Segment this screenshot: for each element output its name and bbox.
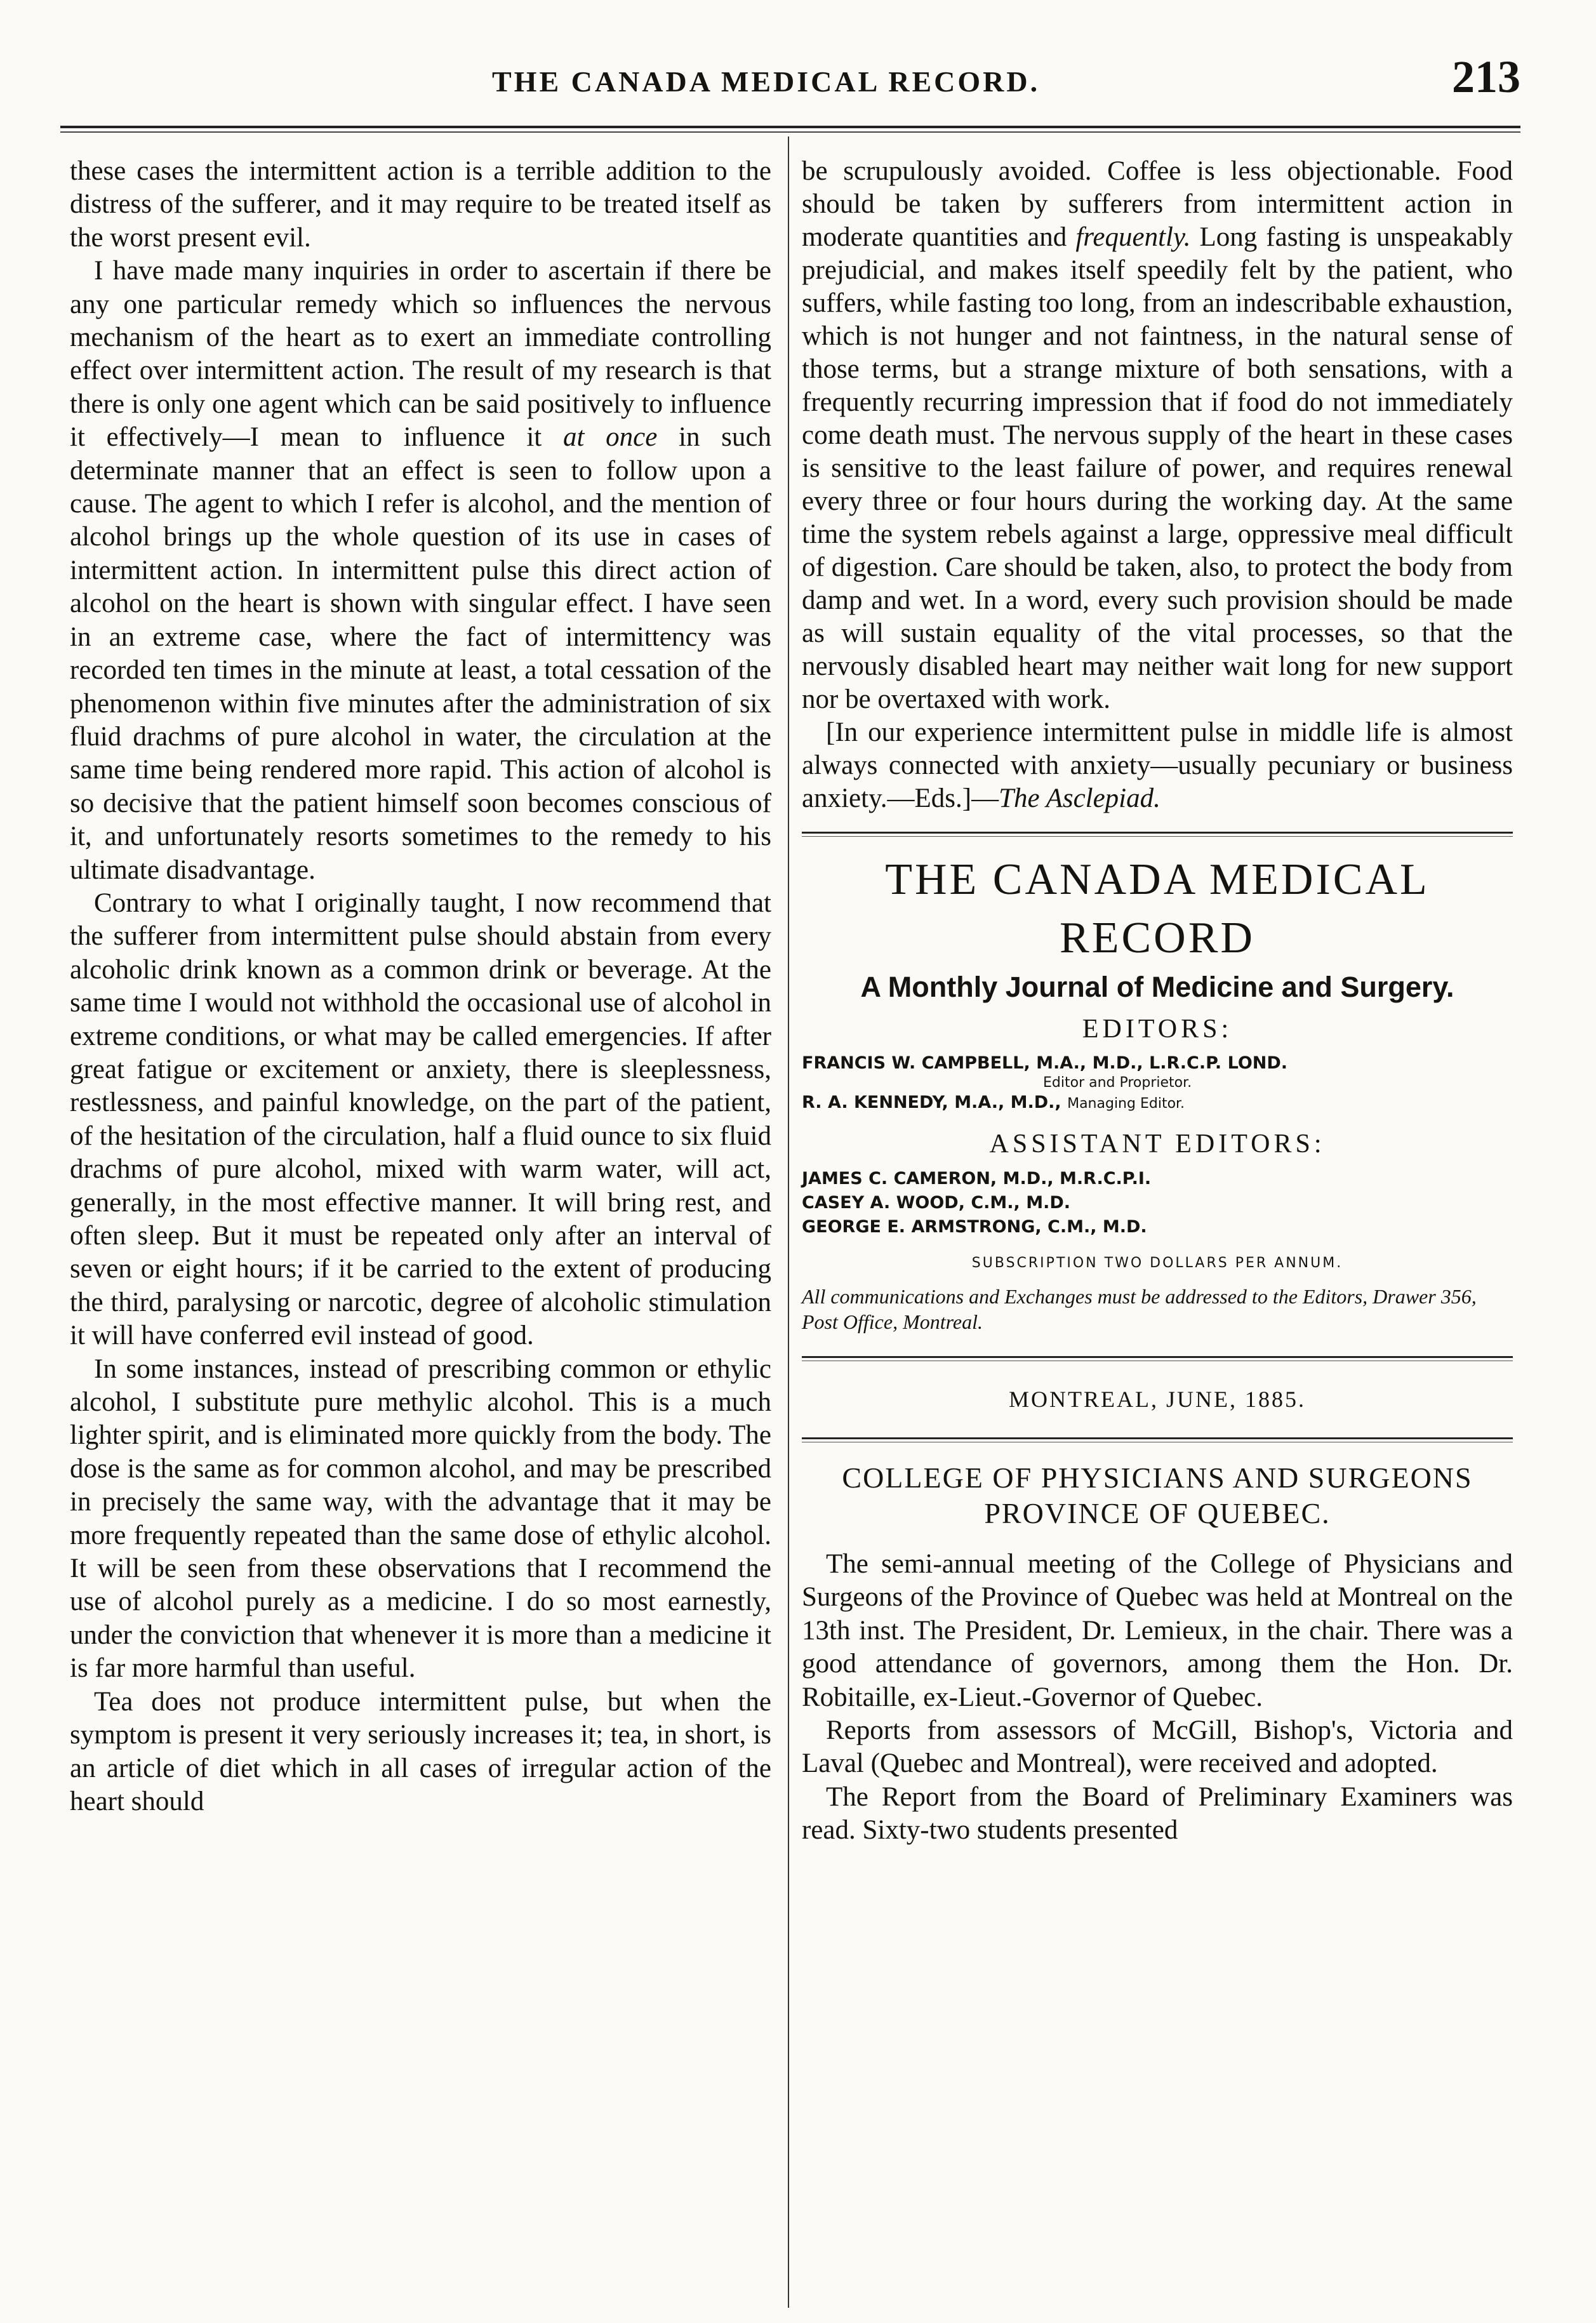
subscription-line: SUBSCRIPTION TWO DOLLARS PER ANNUM. [971, 1255, 1343, 1271]
page-number: 213 [1452, 51, 1520, 102]
paragraph: Reports from assessors of McGill, Bishop's, Victoria and Laval (Quebec and Montreal), were received and adopted. [802, 1715, 1513, 1779]
dateline: MONTREAL, JUNE, 1885. [1009, 1387, 1306, 1412]
emphasis: at once [562, 422, 658, 453]
masthead-rule [802, 1356, 1513, 1361]
editor-name: FRANCIS W. CAMPBELL, M.A., M.D., L.R.C.P. LOND. [802, 1053, 1288, 1073]
assistant-editor: GEORGE E. ARMSTRONG, C.M., M.D. [802, 1217, 1147, 1237]
masthead-rule [802, 832, 1513, 837]
assistant-editor: JAMES C. CAMERON, M.D., M.R.C.P.I. [802, 1169, 1152, 1188]
left-column [70, 155, 771, 1818]
masthead [802, 832, 1513, 1442]
column-divider [788, 136, 789, 2308]
editor-role: Managing Editor. [1067, 1096, 1185, 1112]
paragraph: In some instances, instead of prescribing common or ethylic alcohol, I substitute pure methylic alcohol. This is a much lighter spirit, and is eliminated more quickly from the body. The dose is the same as for common alcohol, and may be prescribed in precisely the same way, with the advantage that it may be more frequently repeated than the same dose of ethylic alcohol. It will be seen from these observations that I recommend the use of alcohol purely as a medicine. I do so most earnestly, under the conviction that whenever it is more than a medicine it is far more harmful than useful. [70, 1354, 771, 1684]
communications-note: All communications and Exchanges must be addressed to the Editors, Drawer 356, Post Office, Montreal. [802, 1285, 1477, 1333]
assistant-editors-heading: ASSISTANT EDITORS: [989, 1129, 1326, 1159]
source-citation: The Asclepiad. [999, 783, 1160, 813]
masthead-rule [802, 1437, 1513, 1442]
right-column [802, 155, 1513, 1847]
paragraph: The semi-annual meeting of the College of Physicians and Surgeons of the Province of Quebec was held at Montreal on the 13th inst. The President, Dr. Lemieux, in the chair. There was a good attendance of governors, among them the Hon. Dr. Robitaille, ex-Lieut.-Governor of Quebec. [802, 1549, 1513, 1712]
paragraph: Tea does not produce intermittent pulse, but when the symptom is present it very seriously increases it; tea, in short, is an article of diet which in all cases of irregular action of the heart should [70, 1686, 771, 1816]
running-head [60, 39, 1520, 116]
editors-heading: EDITORS: [1082, 1015, 1233, 1044]
editor-role: Editor and Proprietor. [1043, 1075, 1192, 1091]
paragraph: The Report from the Board of Preliminary Examiners was read. Sixty-two students presented [802, 1781, 1513, 1846]
editor-name: R. A. KENNEDY, M.A., M.D., Managing Editor. [802, 1093, 1185, 1112]
paragraph: be scrupulously avoided. Coffee is less objectionable. Food should be taken by sufferers from intermittent action in moderate quantities and frequently. Long fasting is unspeakably prejudicial, and makes itself speedily felt by the patient, who suffers, while fasting too long, from an indescribable exhaustion, which is not hunger and not faintness, in the natural sense of those terms, but a strange mixture of both sensations, with a frequently recurring impression that if food do not immediately come death must. The nervous supply of the heart in these cases is sensitive to the least failure of power, and requires renewal every three or four hours during the working day. At the same time the system rebels against a large, oppressive meal difficult of digestion. Care should be taken, also, to protect the body from damp and wet. In a word, every such provision should be made as will sustain equality of the vital processes, so that the nervously disabled heart may neither wait long for new support nor be overtaxed with work. [802, 156, 1513, 714]
paragraph: these cases the intermittent action is a terrible addition to the distress of the sufferer, and it may require to be treated itself as the worst present evil. [70, 156, 771, 253]
editorial-note: [In our experience intermittent pulse in middle life is almost always connected with anxiety—usually pecuniary or business anxiety.—Eds.]—The Asclepiad. [802, 717, 1513, 813]
paragraph: Contrary to what I originally taught, I now recommend that the sufferer from intermittent pulse should abstain from every alcoholic drink known as a common drink or beverage. At the same time I would not withhold the occasional use of alcohol in extreme conditions, or what may be called emergencies. If after great fatigue or excitement or anxiety, there is sleeplessness, restlessness, and painful knowledge, on the part of the patient, of the hesitation of the circulation, half a fluid ounce to six fluid drachms of pure alcohol, mixed with warm water, will act, generally, in the most effective manner. It will bring rest, and often sleep. But it must be repeated only after an interval of seven or eight hours; if it be carried to the extent of producing the third, paralysing or narcotic, degree of alcoholic stimulation it will have conferred evil instead of good. [70, 888, 771, 1351]
running-title: THE CANADA MEDICAL RECORD. [492, 65, 1041, 98]
journal-subtitle: A Monthly Journal of Medicine and Surgery. [860, 971, 1454, 1003]
article-title: COLLEGE OF PHYSICIANS AND SURGEONS PROVINCE OF QUEBEC. [842, 1461, 1473, 1529]
emphasis: frequently. [1075, 222, 1191, 252]
header-rule [60, 126, 1520, 133]
journal-title: THE CANADA MEDICAL RECORD [885, 855, 1430, 962]
assistant-editor: CASEY A. WOOD, C.M., M.D. [802, 1193, 1071, 1213]
paragraph: I have made many inquiries in order to ascertain if there be any one particular remedy which so influences the nervous mechanism of the heart as to exert an immediate controlling effect over intermittent action. The result of my research is that there is only one agent which can be said positively to influence it effectively—I mean to influence it at once in such determinate manner that an effect is seen to follow upon a cause. The agent to which I refer is alcohol, and the mention of alcohol brings up the whole question of its use in cases of intermittent action. In intermittent pulse this direct action of alcohol on the heart is shown with singular effect. I have seen in an extreme case, where the fact of intermittency was recorded ten times in the minute at least, a total cessation of the phenomenon within five minutes after the administration of six fluid drachms of pure alcohol in water, the circulation at the same time being rendered more rapid. This action of alcohol is so decisive that the patient himself soon becomes conscious of it, and unfortunately resorts sometimes to the remedy to his ultimate disadvantage. [70, 256, 772, 885]
